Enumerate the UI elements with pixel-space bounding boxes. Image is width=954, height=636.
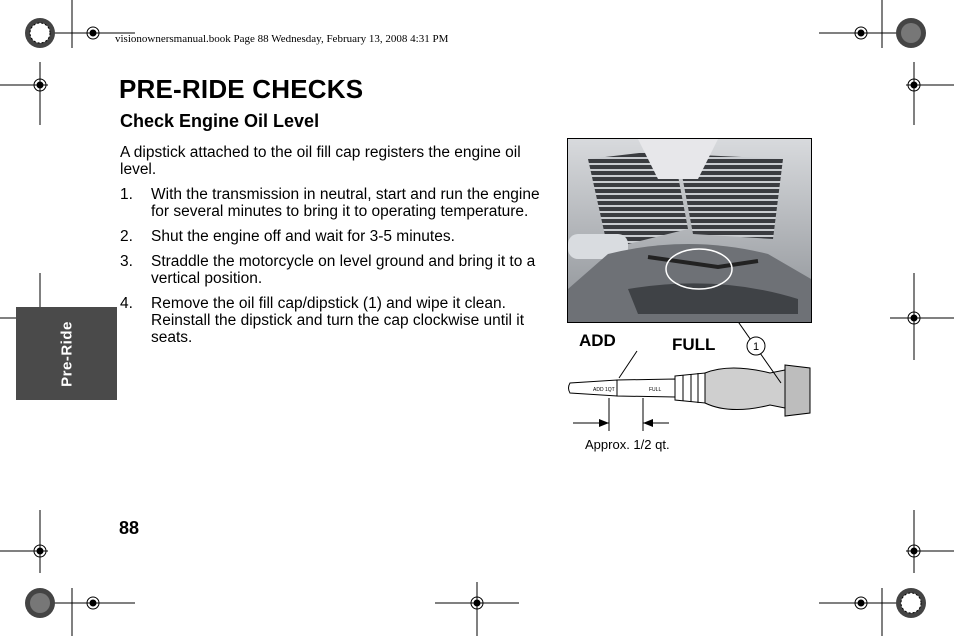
step-text: With the transmission in neutral, start and run the engine for several minutes to bring it to operating temperature. bbox=[151, 186, 540, 220]
add-label: ADD bbox=[579, 331, 616, 350]
intro-paragraph: A dipstick attached to the oil fill cap registers the engine oil level. bbox=[120, 144, 521, 178]
side-tab bbox=[16, 307, 117, 400]
list-item bbox=[120, 186, 552, 220]
step-number: 3. bbox=[120, 253, 133, 270]
step-number: 1. bbox=[120, 186, 133, 203]
step-number: 2. bbox=[120, 228, 133, 245]
callout-number: 1 bbox=[752, 341, 760, 353]
dipstick-full-mark: FULL bbox=[649, 387, 662, 393]
step-number: 4. bbox=[120, 295, 133, 312]
steps-list bbox=[120, 186, 552, 346]
list-item bbox=[120, 295, 552, 346]
page-number: 88 bbox=[119, 518, 140, 538]
step-text: Straddle the motorcycle on level ground and bring it to a vertical position. bbox=[151, 253, 536, 287]
page-title: PRE-RIDE CHECKS bbox=[119, 74, 364, 104]
list-item bbox=[120, 253, 552, 287]
step-text: Remove the oil fill cap/dipstick (1) and wipe it clean. Reinstall the dipstick and turn the cap clockwise until it seats. bbox=[151, 295, 525, 346]
list-item bbox=[120, 228, 552, 245]
dipstick-add-mark: ADD 1QT bbox=[593, 387, 615, 393]
engine-photo bbox=[567, 138, 812, 323]
approx-label: Approx. 1/2 qt. bbox=[585, 437, 670, 452]
body-text bbox=[120, 144, 552, 354]
section-title: Check Engine Oil Level bbox=[120, 111, 320, 131]
file-stamp: visionownersmanual.book Page 88 Wednesday, February 13, 2008 4:31 PM bbox=[115, 33, 449, 45]
full-label: FULL bbox=[672, 335, 716, 354]
side-tab-label: Pre-Ride bbox=[58, 320, 75, 387]
step-text: Shut the engine off and wait for 3-5 minutes. bbox=[151, 228, 455, 245]
